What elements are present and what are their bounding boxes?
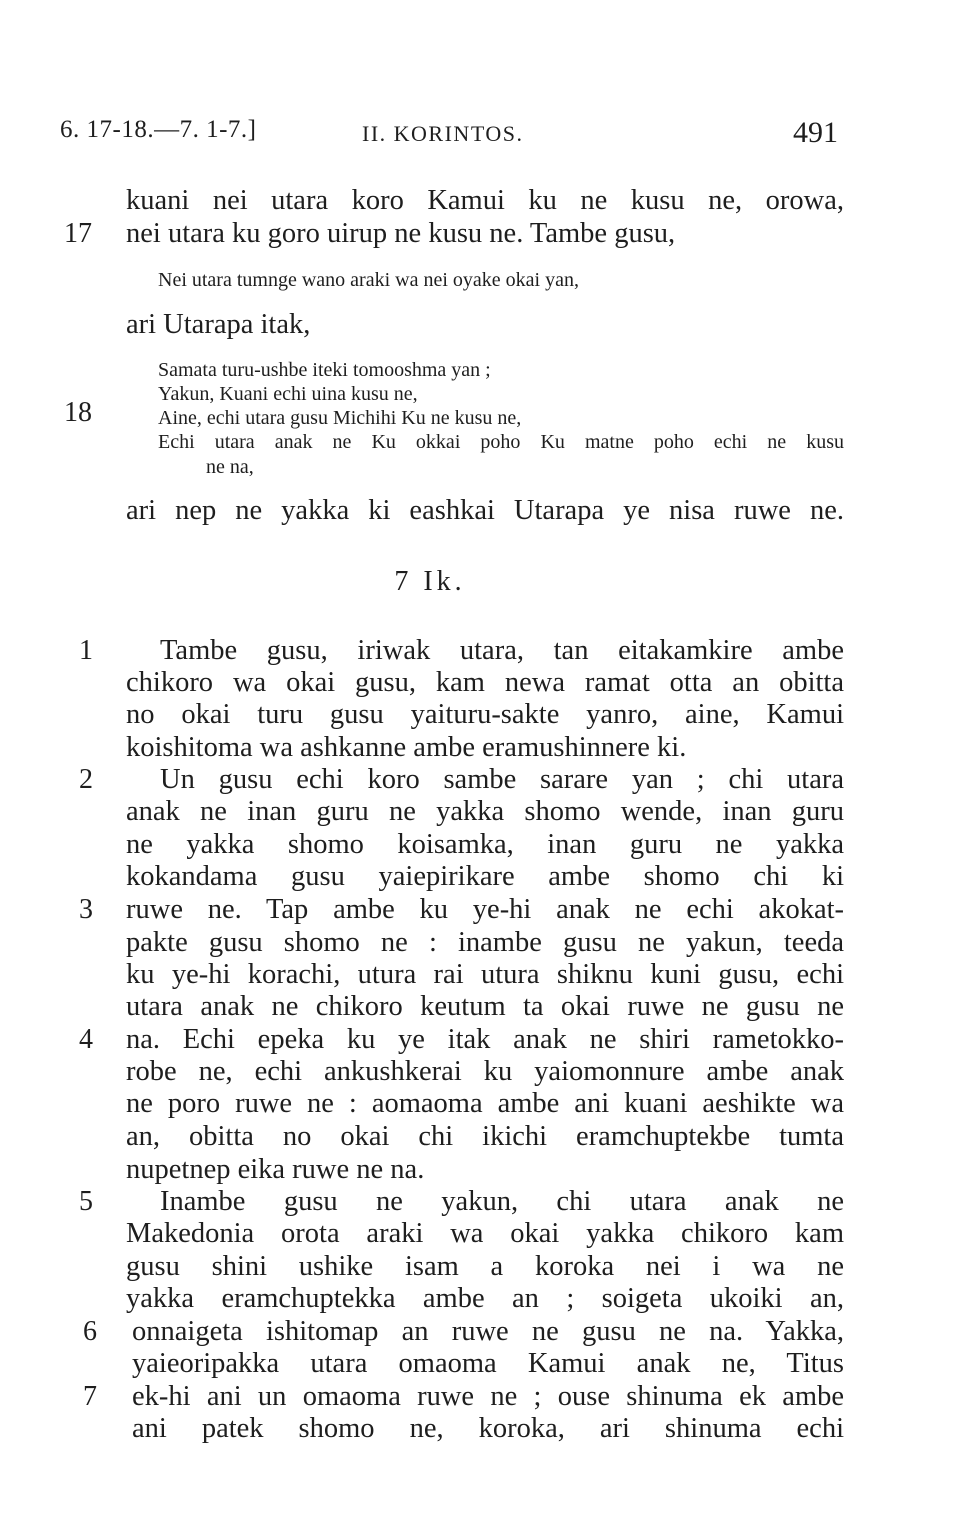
verse-number: 17 <box>64 218 92 249</box>
text-line: Un gusu echi koro sambe sarare yan ; chi utara <box>160 764 844 795</box>
text-line: ne poro ruwe ne : aomaoma ambe ani kuani aeshikte wa <box>126 1088 844 1119</box>
text-line: onnaigeta ishitomap an ruwe ne gusu ne na. Yakka, <box>132 1316 844 1347</box>
page-number: 491 <box>793 116 838 149</box>
text-line: nupetnep eika ruwe ne na. <box>126 1154 425 1185</box>
text-line: koishitoma wa ashkanne ambe eramushinnere ki. <box>126 732 687 763</box>
text-line: yaieoripakka utara omaoma Kamui anak ne, Titus <box>132 1348 844 1379</box>
text-line: ku ye-hi korachi, utura rai utura shiknu kuni gusu, echi <box>126 959 844 990</box>
text-line: Makedonia orota araki wa okai yakka chikoro kam <box>126 1218 844 1249</box>
text-line: pakte gusu shomo ne : inambe gusu ne yakun, teeda <box>126 927 844 958</box>
text-line: ek-hi ani un omaoma ruwe ne ; ouse shinuma ek ambe <box>132 1381 844 1412</box>
quotation-line: Echi utara anak ne Ku okkai poho Ku matne poho echi ne kusu <box>158 431 844 453</box>
text-line: ari nep ne yakka ki eashkai Utarapa ye nisa ruwe ne. <box>126 495 844 526</box>
quotation-line: Yakun, Kuani echi uina kusu ne, <box>158 383 418 405</box>
verse-number: 4 <box>79 1024 93 1055</box>
verse-number: 1 <box>79 635 93 666</box>
quotation-line: ne na, <box>206 456 254 478</box>
text-line: yakka eramchuptekka ambe an ; soigeta ukoiki an, <box>126 1283 844 1314</box>
text-line: gusu shini ushike isam a koroka nei i wa ne <box>126 1251 844 1282</box>
running-head-title: II. KORINTOS. <box>362 121 524 146</box>
text-line: ani patek shomo ne, koroka, ari shinuma echi <box>132 1413 844 1444</box>
quotation-line: Samata turu-ushbe iteki tomooshma yan ; <box>158 359 491 381</box>
text-line: na. Echi epeka ku ye itak anak ne shiri rametokko- <box>126 1024 844 1055</box>
text-line: ari Utarapa itak, <box>126 309 311 340</box>
text-line: chikoro wa okai gusu, kam newa ramat otta an obitta <box>126 667 844 698</box>
running-head-reference: 6. 17-18.—7. 1-7.] <box>60 116 257 143</box>
text-line: utara anak ne chikoro keutum ta okai ruwe ne gusu ne <box>126 991 844 1022</box>
text-line: robe ne, echi ankushkerai ku yaiomonnure ambe anak <box>126 1056 844 1087</box>
verse-number: 18 <box>64 397 92 428</box>
text-line: Inambe gusu ne yakun, chi utara anak ne <box>160 1186 844 1217</box>
text-line: Tambe gusu, iriwak utara, tan eitakamkire ambe <box>160 635 844 666</box>
verse-number: 7 <box>83 1381 97 1412</box>
quotation-line: Aine, echi utara gusu Michihi Ku ne kusu ne, <box>158 407 522 429</box>
verse-number: 6 <box>83 1316 97 1347</box>
chapter-heading: 7 Ik. <box>394 566 466 597</box>
text-line: ne yakka shomo koisamka, inan guru ne yakka <box>126 829 844 860</box>
text-line: an, obitta no okai chi ikichi eramchuptekbe tumta <box>126 1121 844 1152</box>
verse-number: 2 <box>79 764 93 795</box>
text-line: ruwe ne. Tap ambe ku ye-hi anak ne echi akokat- <box>126 894 844 925</box>
text-line: nei utara ku goro uirup ne kusu ne. Tambe gusu, <box>126 218 676 249</box>
text-line: no okai turu gusu yaituru-sakte yanro, aine, Kamui <box>126 699 844 730</box>
text-line: kokandama gusu yaiepirikare ambe shomo chi ki <box>126 861 844 892</box>
text-line: anak ne inan guru ne yakka shomo wende, inan guru <box>126 796 844 827</box>
quotation-line: Nei utara tumnge wano araki wa nei oyake okai yan, <box>158 269 579 291</box>
verse-number: 5 <box>79 1186 93 1217</box>
text-line: kuani nei utara koro Kamui ku ne kusu ne, orowa, <box>126 185 844 216</box>
verse-number: 3 <box>79 894 93 925</box>
